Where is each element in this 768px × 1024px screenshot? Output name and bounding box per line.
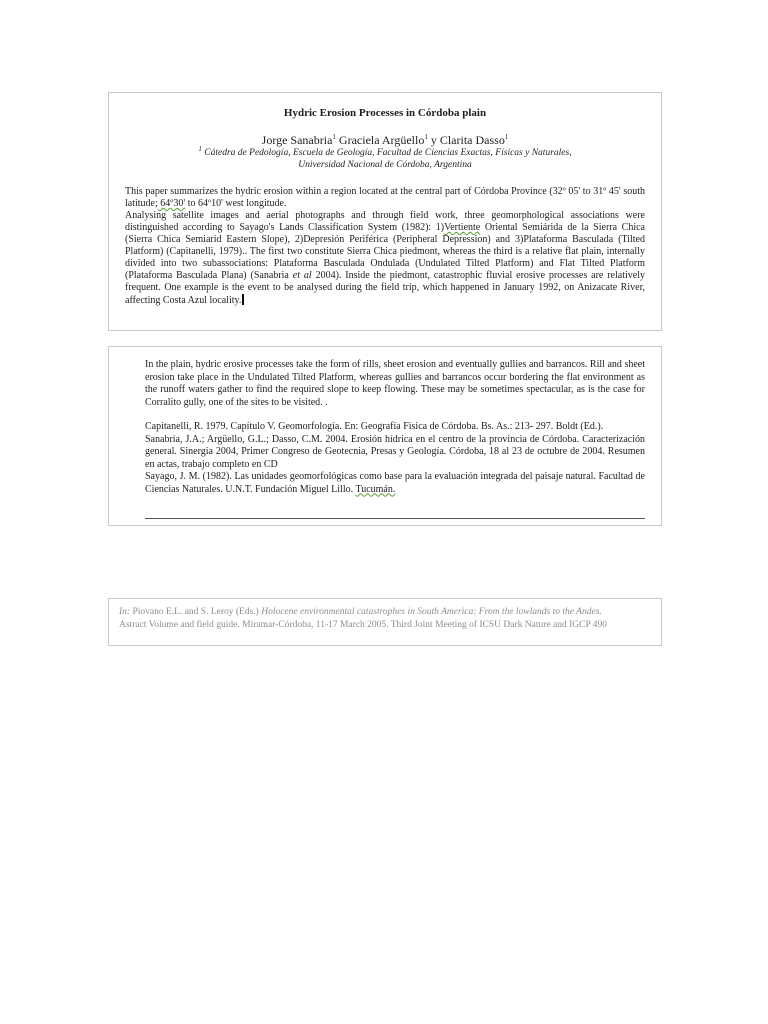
author-name: Graciela Argüello — [338, 133, 425, 147]
paper-title: Hydric Erosion Processes in Córdoba plain — [283, 107, 487, 119]
reference-item: Sanabria, J.A.; Argüello, G.L.; Dasso, C.M. 2004. Erosión hídrica en el centro de la provincia de Córdoba. Caracterización general. Sinergia 2004, Primer Congreso de Geotecnia, Presas y Geología. Córdoba, 18 al 23 de octubre de 2004. Resumen en actas, trabajo completo en CD — [145, 433, 645, 470]
footer-citation — [119, 606, 651, 632]
footer-editors: Piovano E.L. and S. Leroy (Eds.) — [130, 607, 262, 617]
abstract-paragraph[interactable] — [125, 186, 645, 307]
footer-box — [108, 598, 662, 646]
footer-line: Astract Volume and field guide. Miramar-Córdoba, 11-17 March 2005. Third Joint Meeting of ICSU Dark Nature and IGCP 490 — [119, 620, 608, 630]
spellcheck-mark[interactable]: Vertiente — [444, 222, 481, 233]
reference-item: Capitanelli, R. 1979. Capítulo V. Geomorfología. En: Geografía Física de Córdoba. Bs. As.: 213- 297. Boldt (Ed.). — [145, 421, 604, 432]
reference-list — [145, 421, 645, 496]
continuation-box — [108, 346, 662, 526]
footer-in-label: In: — [119, 607, 131, 617]
reference-item — [145, 471, 645, 496]
affiliation — [125, 144, 645, 171]
spellcheck-mark[interactable]: Tucumán. — [355, 483, 396, 495]
affiliation-line: Cátedra de Pedología, Escuela de Geología, Facultad de Ciencias Exactas, Físicas y Naturales, — [204, 148, 572, 158]
text-run: to 64º10' west longitude. — [185, 198, 287, 209]
author-affiliation-mark: 1 — [504, 133, 509, 141]
text-run: Oriental Semiárida de la Sierra Chica (Sierra Chica Semiarid Eastern Slope), 2)Depresión Periférica (Peripheral Depression) and 3)Plataforma Basculada (Tilted Platform) (Capitanelli, 1979).. The first two constitute Sierra Chica piedmont, whereas the third is a relative flat plain, internally divided into two subassociations: Plataforma Basculada Ondulada (Undulated Tilted Platform) and Flat Tilted Platform (Plataforma Basculada Plana) (Sanabria — [125, 222, 645, 281]
text-run: This paper summarizes the hydric erosion within a region located at the central part of Córdoba Province (32º 05' to 31º 45' south latitude; — [125, 186, 645, 209]
spellcheck-mark[interactable]: 64º30' — [157, 198, 186, 209]
abstract-box — [108, 92, 662, 331]
text-run: 2004). Inside the piedmont, catastrophic fluvial erosive processes are relatively frequent. One example is the event to be analysed during the field trip, which happened in January 1992, on Anizacate River, affecting Costa Azul locality. — [125, 270, 645, 306]
text-run: Analysing satellite images and aerial photographs and through field work, three geomorphological associations were distinguished according to Sayago's Lands Classification System (1982): 1) — [125, 210, 645, 233]
author-affiliation-mark: 1 — [332, 133, 336, 141]
author-conjunction: y — [430, 133, 440, 147]
author-name: Jorge Sanabria — [261, 133, 333, 147]
text-cursor — [242, 294, 244, 305]
author-affiliation-mark: 1 — [424, 133, 428, 141]
author-list — [125, 133, 645, 147]
footer-book-title: Holocene environmental catastrophes in South America: From the lowlands to the Andes. — [261, 607, 602, 617]
affiliation-mark: 1 — [198, 144, 202, 153]
text-run-italic: et al — [292, 270, 312, 281]
body-paragraph[interactable]: In the plain, hydric erosive processes take the form of rills, sheet erosion and eventually gullies and barrancos. Rill and sheet erosion take place in the Undulated Tilted Platform, whereas gullies and barrancos occur bordering the flat environment as the runoff waters gather to find the required slope to keep flowing. These may be sometimes spectacular, as is the case for Corralito gully, one of the sites to be visited. . — [145, 359, 645, 408]
divider-line — [145, 518, 645, 519]
author-name: Clarita Dasso — [439, 133, 505, 147]
affiliation-line: Universidad Nacional de Córdoba, Argentina — [298, 160, 472, 170]
text-run: Sayago, J. M. (1982). Las unidades geomorfológicas como base para la evaluación integrada del paisaje natural. Facultad de Ciencias Naturales. U.N.T. Fundación Miguel Lillo. — [145, 471, 645, 495]
